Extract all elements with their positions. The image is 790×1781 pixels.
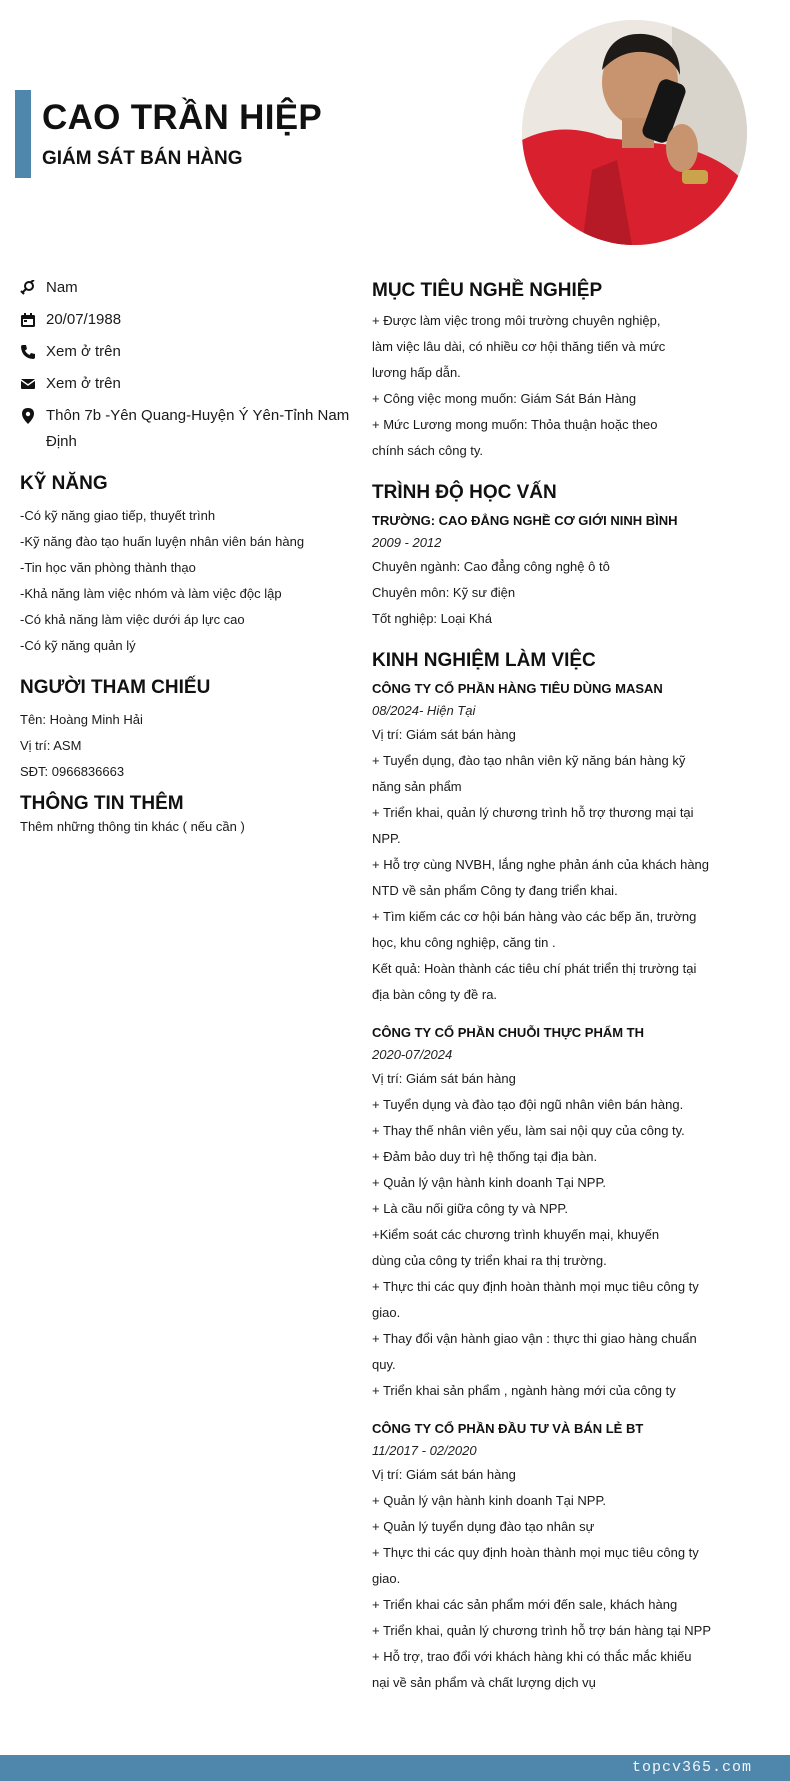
skills-title: KỸ NĂNG <box>20 473 108 494</box>
job-entry <box>372 1418 712 1696</box>
candidate-name: CAO TRẦN HIỆP <box>42 98 323 137</box>
birthdate-row <box>20 307 350 333</box>
job-company: CÔNG TY CỔ PHẦN HÀNG TIÊU DÙNG MASAN <box>372 681 663 696</box>
skills-list <box>20 503 350 659</box>
job-line: + Thực thi các quy định hoàn thành mọi mục tiêu công ty <box>372 1279 699 1294</box>
profile-photo <box>522 20 747 245</box>
skill-item: -Có kỹ năng quản lý <box>20 638 136 653</box>
objective-line: làm việc lâu dài, có nhiều cơ hội thăng tiến và mức <box>372 339 666 354</box>
birthdate-text: 20/07/1988 <box>46 311 122 328</box>
additional-info-text: Thêm những thông tin khác ( nếu cần ) <box>20 819 245 834</box>
job-line: + Là cầu nối giữa công ty và NPP. <box>372 1201 569 1216</box>
location-pin-icon <box>20 408 36 424</box>
skill-item: -Có kỹ năng giao tiếp, thuyết trình <box>20 508 216 523</box>
job-line: + Tuyển dụng, đào tạo nhân viên kỹ năng bán hàng kỹ <box>372 753 686 768</box>
education-period: 2009 - 2012 <box>372 535 442 550</box>
email-text: Xem ở trên <box>46 375 121 392</box>
references-title: NGƯỜI THAM CHIẾU <box>20 677 211 698</box>
school-name: TRƯỜNG: CAO ĐẲNG NGHỀ CƠ GIỚI NINH BÌNH <box>372 513 678 528</box>
job-line: quy. <box>372 1357 396 1372</box>
job-line: + Triển khai, quản lý chương trình hỗ trợ bán hàng tại NPP <box>372 1623 712 1638</box>
objective-line: + Được làm việc trong môi trường chuyên nghiệp, <box>372 313 661 328</box>
address-row <box>20 403 350 455</box>
job-line: học, khu công nghiệp, căng tin . <box>372 935 556 950</box>
job-line: NPP. <box>372 831 401 846</box>
header-accent-bar <box>15 90 31 178</box>
envelope-icon <box>20 376 36 392</box>
job-line: + Quản lý tuyển dụng đào tạo nhân sự <box>372 1519 595 1534</box>
job-period: 08/2024- Hiện Tại <box>372 703 476 718</box>
job-line: NTD về sản phẩm Công ty đang triển khai. <box>372 883 618 898</box>
job-line: + Quản lý vận hành kinh doanh Tại NPP. <box>372 1493 607 1508</box>
right-column <box>372 280 712 1710</box>
education-line: Tốt nghiệp: Loại Khá <box>372 611 492 626</box>
job-line: + Triển khai các sản phẩm mới đến sale, khách hàng <box>372 1597 678 1612</box>
experience-section <box>372 650 712 1696</box>
job-line: Vị trí: Giám sát bán hàng <box>372 727 516 742</box>
footer-watermark: topcv365.com <box>631 1759 752 1776</box>
job-line: giao. <box>372 1571 401 1586</box>
reference-position: Vị trí: ASM <box>20 738 82 753</box>
phone-icon <box>20 344 36 360</box>
reference-phone: SĐT: 0966836663 <box>20 764 125 779</box>
job-line: + Tìm kiếm các cơ hội bán hàng vào các bếp ăn, trường <box>372 909 697 924</box>
job-line: + Thực thi các quy định hoàn thành mọi mục tiêu công ty <box>372 1545 699 1560</box>
references-list <box>20 707 350 785</box>
address-text: Thôn 7b -Yên Quang-Huyện Ý Yên-Tỉnh Nam Định <box>46 407 350 450</box>
job-line: nại về sản phẩm và chất lượng dịch vụ <box>372 1675 596 1690</box>
job-line: + Thay đổi vận hành giao vận : thực thi giao hàng chuẩn <box>372 1331 697 1346</box>
phone-row <box>20 339 350 365</box>
job-line: + Tuyển dụng và đào tạo đội ngũ nhân viên bán hàng. <box>372 1097 684 1112</box>
job-line: Vị trí: Giám sát bán hàng <box>372 1071 516 1086</box>
job-line: + Đảm bảo duy trì hệ thống tại địa bàn. <box>372 1149 598 1164</box>
education-line: Chuyên môn: Kỹ sư điện <box>372 585 516 600</box>
additional-info-title: THÔNG TIN THÊM <box>20 793 184 814</box>
skill-item: -Tin học văn phòng thành thạo <box>20 560 196 575</box>
job-line: + Triển khai sản phẩm , ngành hàng mới của công ty <box>372 1383 676 1398</box>
objective-line: + Công việc mong muốn: Giám Sát Bán Hàng <box>372 391 637 406</box>
job-line: địa bàn công ty đề ra. <box>372 987 498 1002</box>
email-row <box>20 371 350 397</box>
skill-item: -Có khả năng làm việc dưới áp lực cao <box>20 612 245 627</box>
job-line: giao. <box>372 1305 401 1320</box>
education-title: TRÌNH ĐỘ HỌC VẤN <box>372 482 557 503</box>
gender-text: Nam <box>46 279 78 296</box>
skill-item: -Kỹ năng đào tạo huấn luyện nhân viên bán hàng <box>20 534 305 549</box>
gender-row <box>20 275 350 301</box>
job-line: dùng của công ty triển khai ra thị trường. <box>372 1253 607 1268</box>
education-section <box>372 482 712 632</box>
job-line: năng sản phẩm <box>372 779 462 794</box>
objective-line: lương hấp dẫn. <box>372 365 461 380</box>
education-line: Chuyên ngành: Cao đẳng công nghệ ô tô <box>372 559 610 574</box>
job-company: CÔNG TY CỔ PHẦN CHUỖI THỰC PHẨM TH <box>372 1025 644 1040</box>
phone-text: Xem ở trên <box>46 343 121 360</box>
job-line: + Triển khai, quản lý chương trình hỗ trợ thương mại tại <box>372 805 694 820</box>
calendar-icon <box>20 312 36 328</box>
job-company: CÔNG TY CỔ PHẦN ĐẦU TƯ VÀ BÁN LẺ BT <box>372 1421 644 1436</box>
job-line: Vị trí: Giám sát bán hàng <box>372 1467 516 1482</box>
job-line: + Hỗ trợ cùng NVBH, lắng nghe phản ánh của khách hàng <box>372 857 710 872</box>
objective-section <box>372 280 712 464</box>
job-line: + Thay thế nhân viên yếu, làm sai nội quy của công ty. <box>372 1123 685 1138</box>
job-line: Kết quả: Hoàn thành các tiêu chí phát triển thị trường tại <box>372 961 697 976</box>
objective-title: MỤC TIÊU NGHỀ NGHIỆP <box>372 280 603 301</box>
gender-icon <box>20 280 36 296</box>
candidate-role: GIÁM SÁT BÁN HÀNG <box>42 148 243 169</box>
reference-name: Tên: Hoàng Minh Hải <box>20 712 143 727</box>
experience-title: KINH NGHIỆM LÀM VIỆC <box>372 650 596 671</box>
skill-item: -Khả năng làm việc nhóm và làm việc độc lập <box>20 586 282 601</box>
objective-line: + Mức Lương mong muốn: Thỏa thuận hoặc theo <box>372 417 658 432</box>
job-line: + Quản lý vận hành kinh doanh Tại NPP. <box>372 1175 607 1190</box>
footer-bar <box>0 1755 790 1781</box>
job-period: 2020-07/2024 <box>372 1047 453 1062</box>
job-line: +Kiểm soát các chương trình khuyến mại, khuyến <box>372 1227 660 1242</box>
left-column <box>20 275 350 837</box>
objective-line: chính sách công ty. <box>372 443 484 458</box>
job-entry <box>372 1022 712 1404</box>
job-period: 11/2017 - 02/2020 <box>372 1443 477 1458</box>
job-entry <box>372 678 712 1008</box>
job-line: + Hỗ trợ, trao đổi với khách hàng khi có thắc mắc khiếu <box>372 1649 692 1664</box>
